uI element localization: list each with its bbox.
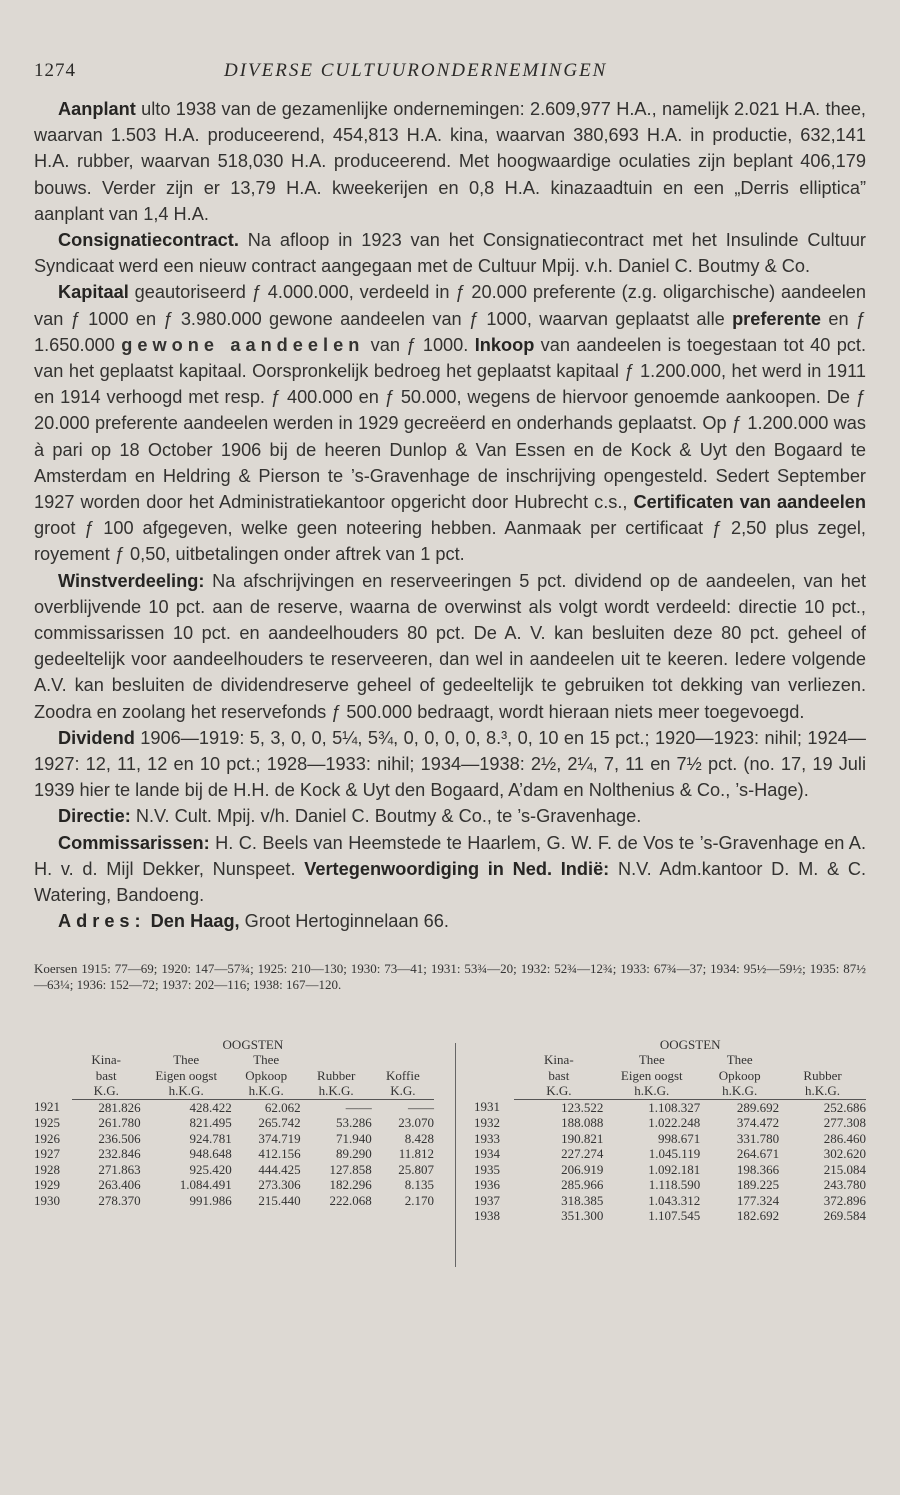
text-dividend: 1906—1919: 5, 3, 0, 0, 5¼, 5¾, 0, 0, 0, 0, 8.³, 0, 10 en 15 pct.; 1920—1923: nihil; 1924—1927: 12, 11, 12 en 10 pct.; 1928—1933: nihil; 1934—1938: 2½, 2¼, 7, 11 en 7½ pct. (no. 17, 19 Juli 1939 hier te lande bij de H.H. de Kock & Uyt den Bogaard, A’dam en Nolthenius & Co., ’s-Hage). (34, 727, 866, 801)
label-preferente: preferente (732, 308, 822, 329)
table-cell: 236.506 (98, 1130, 141, 1146)
label-directie: Directie: (58, 806, 131, 827)
table-cell: 1.118.590 (648, 1177, 701, 1192)
row-year: 1926 (34, 1130, 60, 1146)
table-cell: 11.812 (398, 1146, 434, 1161)
column-header (34, 1083, 72, 1099)
table-cell: 263.406 (98, 1177, 141, 1192)
paragraph-winstverdeeling (34, 568, 866, 725)
table-cell: 198.366 (736, 1161, 780, 1177)
table-row (34, 1099, 434, 1115)
table-cell: 23.070 (398, 1115, 434, 1130)
paragraph-commissarissen (34, 830, 866, 909)
table-cell: 189.225 (736, 1177, 780, 1192)
column-header: Rubber (317, 1067, 356, 1083)
column-header (372, 1052, 434, 1068)
table-cell: 222.068 (329, 1192, 372, 1208)
label-consignatie: Consignatiecontract. (58, 230, 239, 251)
table-cell: 2.170 (404, 1192, 434, 1208)
table-row (474, 1099, 866, 1115)
column-header (474, 1083, 514, 1099)
text-kapitaal-1: geautoriseerd ƒ 4.000.000, verdeeld in ƒ 20.000 preferente (z.g. oligarchische) aandeelen van ƒ 1000 en ƒ 3.980.000 gewone aandeelen van ƒ 1000, waarvan geplaatst alle (34, 282, 866, 329)
table-cell: 71.940 (335, 1130, 372, 1146)
column-header (301, 1052, 372, 1068)
table-cell: 318.385 (561, 1192, 604, 1208)
column-divider (455, 1043, 456, 1267)
label-certificaten: Certificaten van aandeelen (633, 492, 866, 513)
column-header: h.K.G. (301, 1083, 372, 1099)
column-header: K.G. (72, 1083, 141, 1099)
table-cell: 991.986 (189, 1192, 232, 1208)
table-cell: 243.780 (823, 1177, 866, 1192)
table-cell: 331.780 (736, 1130, 780, 1146)
column-header: h.K.G. (232, 1083, 301, 1099)
column-header: Thee (173, 1052, 200, 1067)
table-cell: 182.296 (329, 1177, 372, 1192)
text-kapitaal-2: en ƒ 1.650.000 (34, 308, 866, 355)
text-kapitaal-3: van ƒ 1000. (364, 334, 475, 355)
table-cell: 924.781 (189, 1130, 232, 1146)
label-inkoop: Inkoop (474, 334, 535, 355)
adres-city: Den Haag, (150, 911, 240, 932)
table-cell: 127.858 (329, 1161, 372, 1177)
table-cell: 374.472 (736, 1115, 780, 1130)
column-header: Opkoop (718, 1067, 761, 1083)
column-header (34, 1052, 72, 1068)
running-title: DIVERSE CULTUURONDERNEMINGEN (224, 60, 608, 81)
column-header: Kina- (544, 1052, 574, 1067)
text-consignatie: Na afloop in 1923 van het Consignatiecontract met het Insulinde Cultuur Syndicaat werd een nieuw contract aangegaan met de Cultuur Mpij. v.h. Daniel C. Boutmy & Co. (34, 230, 866, 277)
table-row (34, 1177, 434, 1193)
table-cell: 821.495 (189, 1115, 232, 1130)
table-cell: 89.290 (335, 1146, 372, 1161)
table-cell: 25.807 (398, 1161, 434, 1177)
label-gewone-aandeelen: gewone aandeelen (121, 334, 365, 355)
table-cell: 252.686 (823, 1099, 866, 1115)
table-cell: 925.420 (189, 1161, 232, 1177)
table-cell: 206.919 (561, 1161, 604, 1177)
table-cell: 188.088 (561, 1115, 604, 1130)
label-aanplant: Aanplant (58, 99, 136, 119)
table-cell: 62.062 (264, 1099, 301, 1115)
table-row (474, 1193, 866, 1209)
table-row (34, 1146, 434, 1162)
row-year: 1937 (474, 1192, 500, 1208)
row-year: 1929 (34, 1177, 60, 1192)
table-cell: 261.780 (98, 1115, 141, 1130)
row-year: 1934 (474, 1146, 500, 1161)
page-header (34, 60, 866, 92)
table-title: OOGSTEN (222, 1036, 284, 1052)
table-cell: 412.156 (258, 1146, 301, 1161)
table-cell: 281.826 (98, 1099, 141, 1115)
table-cell: 428.422 (189, 1099, 232, 1115)
table-cell: 302.620 (823, 1146, 866, 1161)
row-year: 1935 (474, 1161, 500, 1177)
row-year: 1932 (474, 1115, 500, 1130)
label-commissarissen: Commissarissen: (58, 832, 210, 853)
table-cell: 374.719 (258, 1130, 301, 1146)
text-directie: N.V. Cult. Mpij. v/h. Daniel C. Boutmy & Co., te ’s-Gravenhage. (130, 806, 642, 827)
table-cell: 1.084.491 (179, 1177, 232, 1192)
table-cell: 232.846 (98, 1146, 141, 1161)
column-header: Kina- (91, 1052, 121, 1067)
column-header: Eigen oogst (620, 1067, 683, 1083)
table-cell: 8.135 (404, 1177, 434, 1192)
row-year: 1930 (34, 1192, 60, 1208)
table-cell: 215.084 (823, 1161, 866, 1177)
column-header (779, 1052, 866, 1068)
table-row (34, 1193, 434, 1209)
text-aanplant: ulto 1938 van de gezamenlijke ondernemingen: 2.609,977 H.A., namelijk 2.021 H.A. thee, waarvan 1.503 H.A. produceerend, 454,813 H.A. kina, waarvan 380,693 H.A. in productie, 632,141 H.A. rubber, waarvan 518,030 H.A. produceerend. Met hoogwaardige oculaties zijn beplant 406,179 bouws. Verder zijn er 13,79 H.A. kweekerijen en 0,8 H.A. kinazaadtuin en een „Derris elliptica” aanplant van 1,4 H.A. (34, 99, 866, 224)
table-cell: 8.428 (404, 1130, 434, 1146)
text-kapitaal-5: groot ƒ 100 afgegeven, welke geen noteering hebben. Aanmaak per certificaat ƒ 2,50 plus zegel, royement ƒ 0,50, uitbetalingen onder aftrek van 1 pct. (34, 518, 866, 565)
column-header (34, 1068, 72, 1084)
column-header: h.K.G. (603, 1083, 700, 1099)
oogsten-table-right (474, 1037, 866, 1224)
table-cell: 444.425 (258, 1161, 301, 1177)
text-winstverdeeling: Na afschrijvingen en reserveeringen 5 pct. dividend op de aandeelen, van het overblijvende 10 pct. aan de reserve, waarna de overwinst als volgt wordt verdeeld: directie 10 pct., commissarissen 10 pct. en aandeelhouders 80 pct. De A. V. kan besluiten deze 80 pct. geheel of gedeeltelijk voor aandeelhouders te reserveeren, dan wel in aandeelen uit te keeren. Iedere volgende A.V. kan besluiten de dividendreserve geheel of gedeeltelijk te gebruiken tot dekking van verliezen. Zoodra en zoolang het reservefonds ƒ 500.000 bedraagt, wordt hieraan niets meer toegevoegd. (34, 570, 866, 722)
table-cell: 286.460 (823, 1130, 866, 1146)
table-row (34, 1131, 434, 1147)
label-adres: Adres: (58, 911, 146, 932)
page-number: 1274 (34, 60, 76, 81)
table-cell: 265.742 (258, 1115, 301, 1130)
table-cell: 1.045.119 (648, 1146, 701, 1161)
column-header: h.K.G. (700, 1083, 779, 1099)
table-row (474, 1162, 866, 1178)
label-dividend: Dividend (58, 727, 135, 748)
column-header: Thee (726, 1052, 753, 1067)
text-vertegenwoordiging: N.V. Adm.kantoor D. M. & C. Watering, Bandoeng. (34, 858, 867, 906)
table-cell: —— (345, 1099, 372, 1115)
row-year: 1933 (474, 1130, 500, 1146)
table-cell: 215.440 (258, 1192, 301, 1208)
table-row (34, 1162, 434, 1178)
oogsten-table-left (34, 1037, 434, 1209)
table-cell: 177.324 (736, 1192, 780, 1208)
table-cell: 1.092.181 (648, 1161, 701, 1177)
label-winstverdeeling: Winstverdeeling: (58, 570, 205, 591)
column-header (474, 1068, 514, 1084)
table-cell: 1.107.545 (648, 1208, 701, 1223)
column-header: Opkoop (245, 1067, 288, 1083)
table-cell: 1.022.248 (648, 1115, 701, 1130)
table-cell: 269.584 (823, 1208, 866, 1223)
table-cell: 273.306 (258, 1177, 301, 1192)
row-year: 1931 (474, 1099, 500, 1115)
text-adres: Groot Hertoginnelaan 66. (239, 911, 449, 932)
table-cell: 948.648 (189, 1146, 232, 1161)
table-row (474, 1177, 866, 1193)
table-cell: 285.966 (561, 1177, 604, 1192)
row-year: 1927 (34, 1146, 60, 1161)
table-row (474, 1146, 866, 1162)
koersen-line: Koersen 1915: 77—69; 1920: 147—57¾; 1925: 210—130; 1930: 73—41; 1931: 53¾—20; 1932: 52¾—12¾; 1933: 67¾—37; 1934: 95½—59½; 1935: 87½—63¼; 1936: 152—72; 1937: 202—116; 1938: 167—120. (34, 960, 866, 992)
table-cell: 271.863 (98, 1161, 141, 1177)
row-year: 1921 (34, 1099, 60, 1115)
table-cell: —— (408, 1099, 434, 1115)
table-cell: 182.692 (736, 1208, 780, 1223)
table-cell: 190.821 (561, 1130, 604, 1146)
table-cell: 278.370 (98, 1192, 141, 1208)
label-kapitaal: Kapitaal (58, 282, 129, 303)
row-year: 1936 (474, 1177, 500, 1192)
table-cell: 1.108.327 (648, 1099, 701, 1115)
paragraph-aanplant (34, 96, 866, 227)
table-cell: 227.274 (561, 1146, 604, 1161)
column-header: Koffie (386, 1067, 420, 1083)
column-header: Thee (253, 1052, 280, 1067)
table-row (474, 1115, 866, 1131)
table-cell: 123.522 (561, 1099, 604, 1115)
column-header (474, 1052, 514, 1068)
column-header: K.G. (372, 1083, 434, 1099)
table-cell: 264.671 (736, 1146, 780, 1161)
table-cell: 53.286 (335, 1115, 372, 1130)
column-header: bast (95, 1067, 117, 1083)
paragraph-dividend (34, 725, 866, 804)
column-header: Eigen oogst (155, 1067, 218, 1083)
column-header: h.K.G. (141, 1083, 232, 1099)
text-commissarissen: H. C. Beels van Heemstede te Haarlem, G. W. F. de Vos te ’s-Gravenhage en A. H. v. d. Mijl Dekker, Nunspeet. (34, 832, 866, 879)
table-row (34, 1115, 434, 1131)
row-year: 1925 (34, 1115, 60, 1130)
body-text (34, 96, 866, 935)
table-cell: 1.043.312 (648, 1192, 701, 1208)
paragraph-directie (34, 803, 866, 829)
table-cell: 998.671 (658, 1130, 701, 1146)
table-cell: 351.300 (561, 1208, 604, 1223)
table-cell: 372.896 (823, 1192, 866, 1208)
column-header: K.G. (514, 1083, 603, 1099)
column-header: Thee (638, 1052, 665, 1067)
label-vertegenwoordiging: Vertegenwoordiging in Ned. Indië: (304, 858, 610, 879)
paragraph-consignatie (34, 227, 866, 279)
document-page (34, 60, 866, 1297)
paragraph-kapitaal (34, 279, 866, 567)
table-cell: 277.308 (823, 1115, 866, 1130)
column-header: bast (548, 1067, 570, 1083)
text-kapitaal-4: van aandeelen is toegestaan tot 40 pct. van het geplaatst kapitaal. Oorspronkelijk bedroeg het geplaatst kapitaal ƒ 1.200.000, het werd in 1911 en 1914 verhoogd met resp. ƒ 400.000 en ƒ 50.000, wegens de hiervoor genoemde aankoopen. De ƒ 20.000 preferente aandeelen werden in 1929 gecreëerd en onderhands geplaatst. Op ƒ 1.200.000 was à pari op 18 October 1906 bij de heeren Dunlop & Van Essen en de Kock & Uyt den Bogaard te Amsterdam en Heldring & Pierson te ’s-Gravenhage de inschrijving opengesteld. Sedert September 1927 worden door het Administratiekantoor opgericht door Hubrecht c.s., (34, 334, 867, 513)
table-row (474, 1208, 866, 1224)
table-row (474, 1131, 866, 1147)
column-header: Rubber (803, 1067, 842, 1083)
row-year: 1938 (474, 1208, 500, 1223)
column-header: h.K.G. (779, 1083, 866, 1099)
table-title: OOGSTEN (659, 1036, 721, 1052)
table-cell: 289.692 (736, 1099, 780, 1115)
paragraph-adres (34, 908, 866, 934)
oogsten-tables (34, 1037, 866, 1297)
row-year: 1928 (34, 1161, 60, 1177)
